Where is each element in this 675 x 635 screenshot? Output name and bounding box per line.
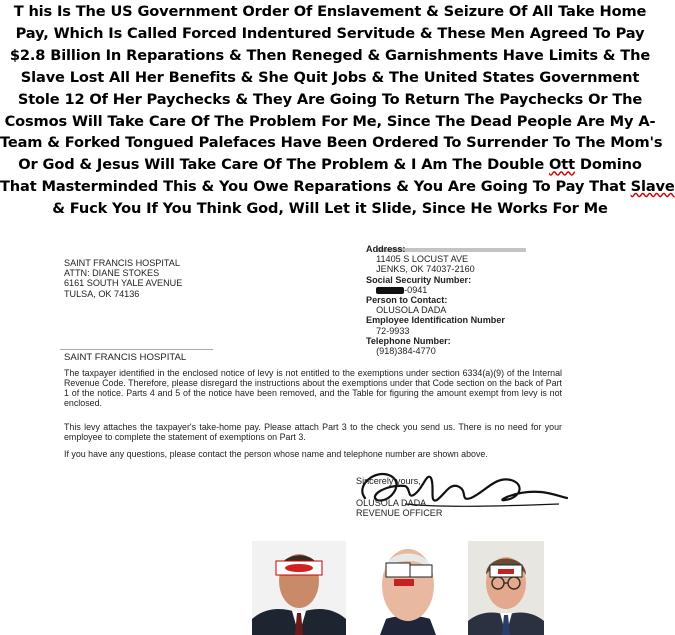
- headline-line: Or God & Jesus Will Take Care Of The Problem & I Am The Double Ott Domino: [18, 156, 642, 174]
- signer-name: OLUSOLA DADA: [356, 498, 427, 508]
- closing: Sincerely yours,: [356, 476, 421, 486]
- taxpayer-info: [366, 244, 505, 356]
- ssn-label: Social Security Number:: [366, 274, 472, 285]
- employee-id: 72-9933: [376, 325, 410, 336]
- levy-letter: [60, 240, 565, 519]
- recipient-name: SAINT FRANCIS HOSPITAL: [64, 352, 187, 363]
- employee-id-label: Employee Identification Number: [366, 315, 505, 326]
- right-portrait: [468, 541, 544, 635]
- headline-line: Pay, Which Is Called Forced Indentured Servitude & These Men Agreed To Pay: [15, 24, 645, 42]
- signer-block: [356, 498, 442, 518]
- contact-label: Person to Contact:: [366, 295, 448, 306]
- address-label: Address:: [366, 244, 406, 254]
- redaction-block: [376, 287, 404, 294]
- spellcheck-word: Slave: [630, 178, 675, 196]
- phone-number: (918)384-4770: [376, 346, 436, 357]
- left-portrait: [252, 541, 346, 635]
- sticker-icon: [490, 565, 522, 577]
- employer-attn: ATTN: DIANE STOKES: [64, 268, 160, 279]
- employer-city: TULSA, OK 74136: [64, 288, 140, 299]
- employer-street: 6161 SOUTH YALE AVENUE: [64, 278, 183, 289]
- letter-paragraph: The taxpayer identified in the enclosed notice of levy is not entitled to the exemptions under section 6334(a)(9) of the Internal Revenue Code. Therefore, please disregard the instructions about the exemptions under that Code section on the back of Part 1 of the notice. Parts 4 and 5 of the notice have been removed, and the Table for figuring the amount exempt from levy is not enclosed.: [64, 368, 562, 408]
- signer-title: REVENUE OFFICER: [356, 508, 443, 519]
- spellcheck-word: Ott: [549, 156, 575, 174]
- employer-address: [64, 258, 182, 299]
- headline: [0, 0, 675, 222]
- employer-name: SAINT FRANCIS HOSPITAL: [64, 258, 180, 268]
- headline-line: T his Is The US Government Order Of Enslavement & Seizure Of All Take Home: [13, 3, 647, 20]
- letter-paragraph: This levy attaches the taxpayer's take-home pay. Please attach Part 3 to the check you send us. There is no need for your employee to complete the statement of exemptions on Part 3.: [64, 422, 562, 442]
- headline-line: & Fuck You If You Think God, Will Let it Slide, Since He Works For Me: [52, 200, 608, 218]
- letter-paragraph: If you have any questions, please contact the person whose name and telephone number are shown above.: [64, 449, 488, 459]
- headline-line: That Masterminded This & You Owe Reparations & You Are Going To Pay That Slave: [0, 178, 675, 196]
- headline-line: Cosmos Will Take Care Of The Problem For Me, Since The Dead People Are My A-: [4, 112, 656, 130]
- middle-portrait: [370, 533, 446, 635]
- headline-line: Slave Lost All Her Benefits & She Quit Jobs & The United States Government: [20, 68, 640, 86]
- sticker-icon: [276, 561, 322, 575]
- phone-label: Telephone Number:: [366, 335, 451, 346]
- ssn-suffix: -0941: [404, 284, 428, 295]
- contact-name: OLUSOLA DADA: [376, 305, 447, 316]
- taxpayer-street: 11405 S LOCUST AVE: [376, 254, 469, 265]
- taxpayer-city: JENKS, OK 74037-2160: [376, 264, 475, 275]
- headline-line: Team & Forked Tongued Palefaces Have Been Ordered To Surrender To The Mom's: [0, 134, 663, 152]
- divider: [60, 349, 213, 350]
- headline-line: Stole 12 Of Her Paychecks & They Are Going To Return The Paychecks Or The: [17, 90, 643, 108]
- headline-line: $2.8 Billion In Reparations & Then Reneged & Garnishments Have Limits & The: [9, 46, 651, 64]
